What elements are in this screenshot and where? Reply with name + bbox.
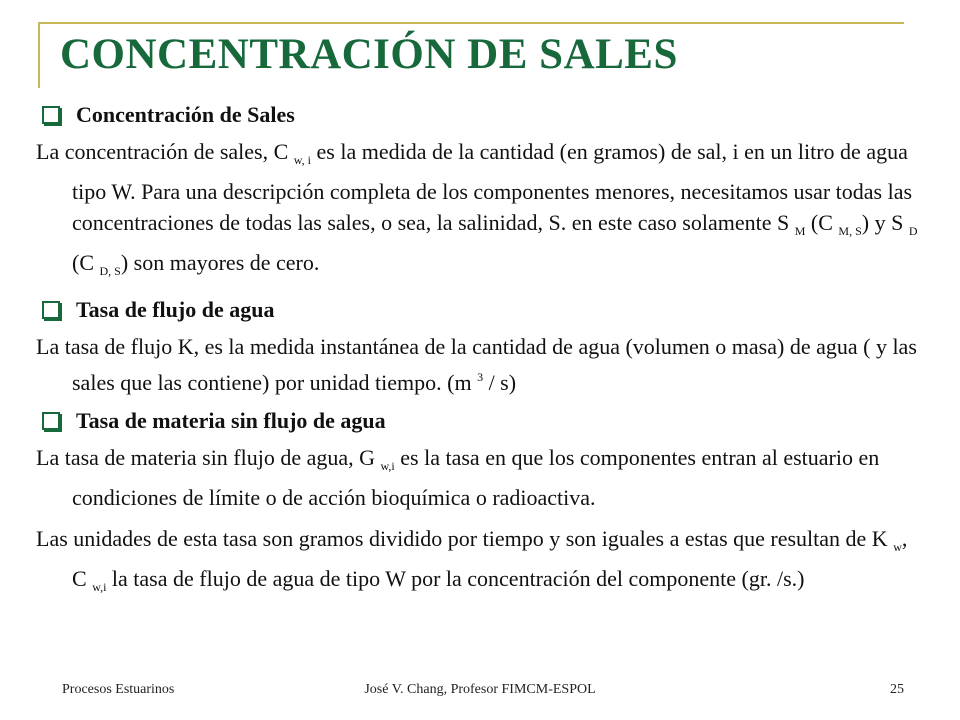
superscript: 3 xyxy=(477,370,484,384)
text-run: La tasa de materia sin flujo de agua, G xyxy=(36,445,376,470)
section-heading-tasa-materia xyxy=(36,408,926,434)
subscript: w, i xyxy=(293,153,312,167)
hollow-square-bullet-icon xyxy=(42,412,60,430)
section-heading-concentracion xyxy=(36,102,926,128)
subscript: M, S xyxy=(838,224,862,238)
subscript: M xyxy=(794,224,806,238)
text-run: (C xyxy=(805,210,833,235)
section-heading-label: Concentración de Sales xyxy=(76,102,295,127)
footer-course: Procesos Estuarinos xyxy=(62,682,175,697)
footer-author: José V. Chang, Profesor FIMCM-ESPOL xyxy=(364,682,596,697)
section-heading-tasa-flujo xyxy=(36,297,926,323)
paragraph-concentracion xyxy=(36,136,926,287)
hollow-square-bullet-icon xyxy=(42,301,60,319)
subscript: D xyxy=(908,224,918,238)
text-run: , C xyxy=(72,526,908,591)
subscript: w,i xyxy=(92,580,107,594)
subscript: w xyxy=(893,540,902,554)
frame-top-line xyxy=(38,22,904,24)
subscript: D, S xyxy=(99,264,121,278)
slide-content xyxy=(36,96,926,613)
section-heading-label: Tasa de flujo de agua xyxy=(76,297,275,322)
subscript: w,i xyxy=(380,459,395,473)
section-heading-label: Tasa de materia sin flujo de agua xyxy=(76,408,386,433)
text-run: ) y S xyxy=(861,210,904,235)
text-run: la tasa de flujo de agua de tipo W por la concentración del componente (gr. /s.) xyxy=(106,566,805,591)
slide-title: CONCENTRACIÓN DE SALES xyxy=(60,31,678,78)
text-run: es la tasa en que los componentes entran al estuario en condiciones de límite o de acción bioquímica o radioactiva. xyxy=(72,445,880,510)
hollow-square-bullet-icon xyxy=(42,106,60,124)
paragraph-unidades xyxy=(36,523,926,603)
text-run: La tasa de flujo K, es la medida instantánea de la cantidad de agua (volumen o masa) de agua ( y las sales que las contiene) por unidad tiempo. (m xyxy=(36,334,917,395)
text-run: (C xyxy=(72,250,94,275)
text-run: / s) xyxy=(483,370,517,395)
paragraph-tasa-flujo xyxy=(36,331,926,398)
text-run: Las unidades de esta tasa son gramos dividido por tiempo y son iguales a estas que resultan de K xyxy=(36,526,888,551)
text-run: ) son mayores de cero. xyxy=(120,250,320,275)
text-run: La concentración de sales, C xyxy=(36,139,289,164)
paragraph-tasa-materia xyxy=(36,442,926,513)
frame-left-line xyxy=(38,22,40,88)
text-run: es la medida de la cantidad (en gramos) de sal, i en un litro de agua tipo W. Para una descripción completa de los componentes menores, necesitamos usar todas las concentraciones de todas las sales, o sea, la salinidad, S. en este caso solamente S xyxy=(72,139,913,235)
footer-page-number: 25 xyxy=(890,682,904,697)
